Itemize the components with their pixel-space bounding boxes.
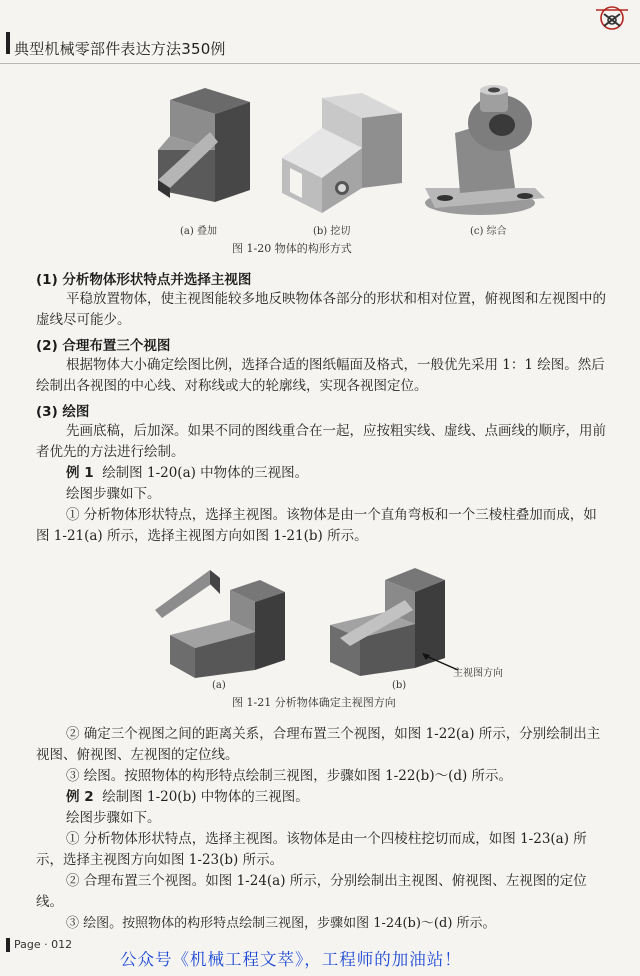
page-number: Page · 012 [14,938,73,951]
section-1-paragraph: 平稳放置物体，使主视图能较多地反映物体各部分的形状和相对位置，俯视图和左视图中的虚线尽可能少。 [36,291,606,328]
example-1-label: 例 1 [66,465,94,481]
figure-1-21a-label: (a) [212,680,226,691]
figure-1-21-annotation: 主视图方向 [453,668,503,679]
figure-1-20c-combined-part [420,78,555,218]
section-3-heading: (3) 绘图 [36,404,90,420]
example-2-steps-intro: 绘图步骤如下。 [66,810,161,826]
section-2-heading: (2) 合理布置三个视图 [36,338,171,354]
figure-1-21b-label: (b) [392,680,407,691]
example-2-title-line [66,787,309,808]
example-2-step-1: ① 分析物体形状特点，选择主视图。该物体是由一个四棱柱挖切而成，如图 1-23(a) 所示，选择主视图方向如图 1-23(b) 所示。 [36,831,587,868]
figure-1-20a-stacked-block [150,80,260,220]
example-2-title: 绘制图 1-20(b) 中物体的三视图。 [102,789,309,805]
example-2-step-2: ② 合理布置三个视图。如图 1-24(a) 所示，分别绘制出主视图、俯视图、左视图的定位线。 [36,873,587,910]
figure-1-21a-separated-parts [150,560,290,680]
example-1-step-3: ③ 绘图。按照物体的构形特点绘制三视图，步骤如图 1-22(b)～(d) 所示。 [66,768,513,784]
example-2-step-3: ③ 绘图。按照物体的构形特点绘制三视图，步骤如图 1-24(b)～(d) 所示。 [66,916,496,931]
example-1-steps-intro: 绘图步骤如下。 [66,486,161,502]
figure-1-20b-cut-block [272,88,407,218]
example-2-label: 例 2 [66,789,94,805]
header-divider [0,63,640,64]
figure-1-20b-label: (b) 挖切 [313,226,351,237]
figure-1-20a-label: (a) 叠加 [180,226,217,237]
promo-banner: 公众号《机械工程文萃》，工程师的加油站！ [120,950,462,969]
section-1-heading: (1) 分析物体形状特点并选择主视图 [36,272,252,288]
figure-1-20c-label: (c) 综合 [470,226,507,237]
publisher-logo-icon [590,4,634,32]
figure-1-20-caption: 图 1-20 物体的构形方式 [232,242,352,255]
example-1-step-1: ① 分析物体形状特点，选择主视图。该物体是由一个直角弯板和一个三棱柱叠加而成，如图 1-21(a) 所示，选择主视图方向如图 1-21(b) 所示。 [36,507,597,544]
section-3-paragraph: 先画底稿，后加深。如果不同的图线重合在一起，应按粗实线、虚线、点画线的顺序，用前者优先的方法进行绘制。 [36,423,606,460]
book-title: 典型机械零部件表达方法350例 [14,40,226,58]
figure-1-21-caption: 图 1-21 分析物体确定主视图方向 [232,696,396,709]
example-1-step-2: ② 确定三个视图之间的距离关系，合理布置三个视图，如图 1-22(a) 所示，分别绘制出主视图、俯视图、左视图的定位线。 [36,726,601,763]
example-1-title-line [66,463,308,484]
example-1-title: 绘制图 1-20(a) 中物体的三视图。 [102,465,309,481]
header-accent-bar [6,32,10,54]
section-2-paragraph: 根据物体大小确定绘图比例，选择合适的图纸幅面及格式，一般优先采用 1：1 绘图。然后绘制出各视图的中心线、对称线或大的轮廓线，实现各视图定位。 [36,357,605,394]
footer-accent-bar [6,938,10,952]
